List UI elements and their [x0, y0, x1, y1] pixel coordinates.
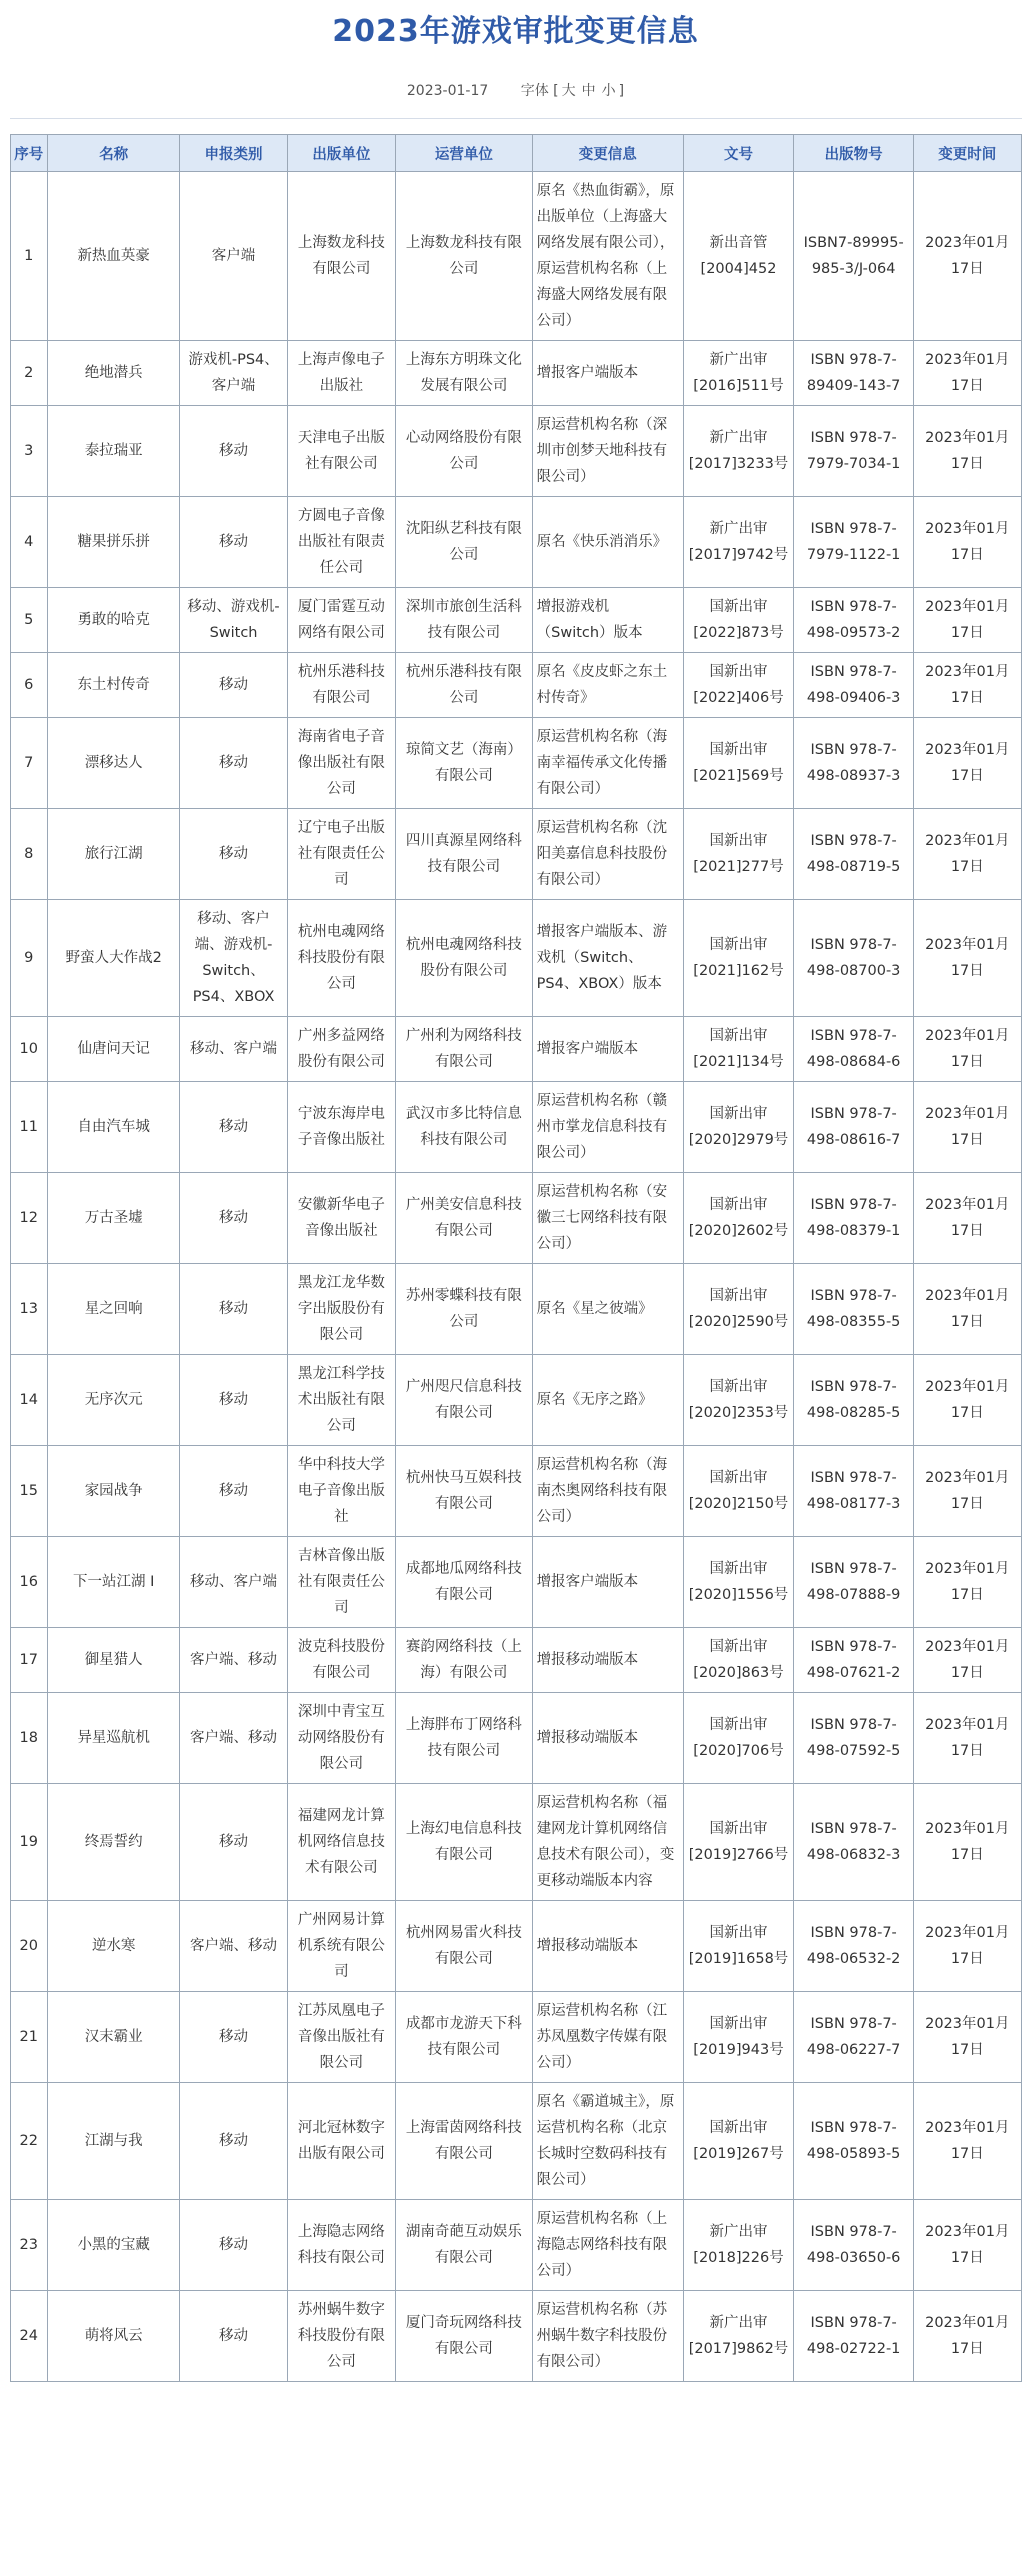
cell-change-info: 原运营机构名称（深圳市创梦天地科技有限公司）	[532, 406, 683, 497]
cell-operator: 深圳市旅创生活科技有限公司	[396, 588, 533, 653]
cell-category: 移动、客户端	[180, 1017, 287, 1082]
table-row	[10, 1446, 1021, 1537]
cell-category: 移动、客户端、游戏机-Switch、PS4、XBOX	[180, 900, 287, 1017]
cell-isbn: ISBN 978-7-498-06832-3	[794, 1784, 914, 1901]
cell-publisher: 海南省电子音像出版社有限公司	[287, 718, 395, 809]
cell-name: 仙唐问天记	[48, 1017, 180, 1082]
cell-change-info: 原名《星之彼端》	[532, 1264, 683, 1355]
cell-name: 汉末霸业	[48, 1992, 180, 2083]
cell-publisher: 杭州电魂网络科技股份有限公司	[287, 900, 395, 1017]
cell-change-info: 原名《无序之路》	[532, 1355, 683, 1446]
cell-change-info: 原运营机构名称（海南杰奥网络科技有限公司）	[532, 1446, 683, 1537]
cell-publisher: 吉林音像出版社有限责任公司	[287, 1537, 395, 1628]
cell-index: 8	[10, 809, 48, 900]
font-bracket-open: [	[553, 83, 559, 99]
cell-document-no: 国新出审[2020]2150号	[683, 1446, 793, 1537]
cell-index: 13	[10, 1264, 48, 1355]
cell-name: 绝地潜兵	[48, 341, 180, 406]
cell-publisher: 杭州乐港科技有限公司	[287, 653, 395, 718]
cell-publisher: 广州多益网络股份有限公司	[287, 1017, 395, 1082]
header-isbn: 出版物号	[794, 135, 914, 172]
cell-change-info: 原运营机构名称（海南幸福传承文化传播有限公司）	[532, 718, 683, 809]
table-row	[10, 172, 1021, 341]
cell-name: 无序次元	[48, 1355, 180, 1446]
header-name: 名称	[48, 135, 180, 172]
cell-operator: 广州利为网络科技有限公司	[396, 1017, 533, 1082]
approval-change-table	[10, 134, 1022, 2382]
cell-operator: 上海幻电信息科技有限公司	[396, 1784, 533, 1901]
cell-operator: 成都地瓜网络科技有限公司	[396, 1537, 533, 1628]
cell-isbn: ISBN 978-7-498-06227-7	[794, 1992, 914, 2083]
header-category: 申报类别	[180, 135, 287, 172]
cell-isbn: ISBN7-89995-985-3/J-064	[794, 172, 914, 341]
title-divider	[10, 118, 1022, 119]
cell-index: 20	[10, 1901, 48, 1992]
cell-change-date: 2023年01月17日	[914, 1355, 1021, 1446]
cell-document-no: 新广出审[2016]511号	[683, 341, 793, 406]
cell-operator: 杭州电魂网络科技股份有限公司	[396, 900, 533, 1017]
cell-change-info: 原运营机构名称（上海隐志网络科技有限公司）	[532, 2200, 683, 2291]
cell-isbn: ISBN 978-7-498-05893-5	[794, 2083, 914, 2200]
cell-category: 移动	[180, 2200, 287, 2291]
cell-category: 客户端、移动	[180, 1901, 287, 1992]
cell-isbn: ISBN 978-7-498-08285-5	[794, 1355, 914, 1446]
cell-operator: 厦门奇玩网络科技有限公司	[396, 2291, 533, 2382]
cell-change-date: 2023年01月17日	[914, 1446, 1021, 1537]
cell-category: 移动	[180, 1992, 287, 2083]
header-operator: 运营单位	[396, 135, 533, 172]
cell-change-info: 增报游戏机（Switch）版本	[532, 588, 683, 653]
cell-document-no: 国新出审[2021]162号	[683, 900, 793, 1017]
table-row	[10, 653, 1021, 718]
approval-table-container	[10, 134, 1022, 2382]
cell-category: 移动、客户端	[180, 1537, 287, 1628]
cell-document-no: 国新出审[2020]2602号	[683, 1173, 793, 1264]
cell-change-info: 增报移动端版本	[532, 1901, 683, 1992]
cell-category: 客户端	[180, 172, 287, 341]
article-meta	[0, 82, 1031, 100]
cell-publisher: 厦门雷霆互动网络有限公司	[287, 588, 395, 653]
cell-change-date: 2023年01月17日	[914, 2291, 1021, 2382]
cell-isbn: ISBN 978-7-498-08684-6	[794, 1017, 914, 1082]
cell-document-no: 新广出审[2017]9742号	[683, 497, 793, 588]
cell-isbn: ISBN 978-7-7979-7034-1	[794, 406, 914, 497]
table-row	[10, 1264, 1021, 1355]
cell-isbn: ISBN 978-7-498-08700-3	[794, 900, 914, 1017]
table-row	[10, 406, 1021, 497]
cell-category: 移动	[180, 1264, 287, 1355]
cell-document-no: 国新出审[2020]2979号	[683, 1082, 793, 1173]
font-size-label: 字体	[520, 83, 549, 99]
font-bracket-close: ]	[618, 83, 625, 99]
cell-index: 23	[10, 2200, 48, 2291]
cell-category: 移动	[180, 1355, 287, 1446]
cell-publisher: 方圆电子音像出版社有限责任公司	[287, 497, 395, 588]
cell-document-no: 国新出审[2022]873号	[683, 588, 793, 653]
cell-publisher: 江苏凤凰电子音像出版社有限公司	[287, 1992, 395, 2083]
cell-document-no: 新广出审[2017]3233号	[683, 406, 793, 497]
cell-change-info: 原运营机构名称（沈阳美嘉信息科技股份有限公司）	[532, 809, 683, 900]
font-size-large-button[interactable]: 大	[561, 83, 576, 99]
header-change-date: 变更时间	[914, 135, 1021, 172]
cell-operator: 上海东方明珠文化发展有限公司	[396, 341, 533, 406]
cell-isbn: ISBN 978-7-498-08355-5	[794, 1264, 914, 1355]
cell-document-no: 国新出审[2022]406号	[683, 653, 793, 718]
cell-name: 自由汽车城	[48, 1082, 180, 1173]
cell-operator: 杭州快马互娱科技有限公司	[396, 1446, 533, 1537]
cell-isbn: ISBN 978-7-498-07888-9	[794, 1537, 914, 1628]
font-size-medium-button[interactable]: 中	[581, 83, 596, 99]
cell-isbn: ISBN 978-7-498-08177-3	[794, 1446, 914, 1537]
cell-change-date: 2023年01月17日	[914, 1173, 1021, 1264]
cell-isbn: ISBN 978-7-498-08719-5	[794, 809, 914, 900]
cell-index: 11	[10, 1082, 48, 1173]
cell-document-no: 新广出审[2018]226号	[683, 2200, 793, 2291]
cell-category: 移动	[180, 2291, 287, 2382]
table-row	[10, 1992, 1021, 2083]
cell-document-no: 国新出审[2020]2590号	[683, 1264, 793, 1355]
cell-isbn: ISBN 978-7-498-03650-6	[794, 2200, 914, 2291]
cell-operator: 杭州乐港科技有限公司	[396, 653, 533, 718]
cell-category: 移动	[180, 1446, 287, 1537]
cell-index: 3	[10, 406, 48, 497]
cell-change-info: 增报客户端版本	[532, 1537, 683, 1628]
table-row	[10, 1017, 1021, 1082]
cell-name: 终焉誓约	[48, 1784, 180, 1901]
cell-publisher: 宁波东海岸电子音像出版社	[287, 1082, 395, 1173]
font-size-small-button[interactable]: 小	[601, 83, 616, 99]
cell-document-no: 国新出审[2020]2353号	[683, 1355, 793, 1446]
table-row	[10, 588, 1021, 653]
cell-isbn: ISBN 978-7-498-07621-2	[794, 1628, 914, 1693]
cell-index: 2	[10, 341, 48, 406]
cell-index: 16	[10, 1537, 48, 1628]
cell-category: 移动	[180, 1173, 287, 1264]
table-row	[10, 809, 1021, 900]
cell-publisher: 上海数龙科技有限公司	[287, 172, 395, 341]
cell-change-date: 2023年01月17日	[914, 1693, 1021, 1784]
cell-change-info: 原运营机构名称（江苏凤凰数字传媒有限公司）	[532, 1992, 683, 2083]
cell-index: 10	[10, 1017, 48, 1082]
cell-operator: 武汉市多比特信息科技有限公司	[396, 1082, 533, 1173]
cell-publisher: 黑龙江科学技术出版社有限公司	[287, 1355, 395, 1446]
cell-operator: 广州美安信息科技有限公司	[396, 1173, 533, 1264]
cell-isbn: ISBN 978-7-498-08616-7	[794, 1082, 914, 1173]
cell-name: 野蛮人大作战2	[48, 900, 180, 1017]
table-row	[10, 1082, 1021, 1173]
cell-change-date: 2023年01月17日	[914, 1017, 1021, 1082]
table-body	[10, 172, 1021, 2382]
cell-change-info: 增报客户端版本	[532, 341, 683, 406]
cell-change-info: 原名《霸道城主》，原运营机构名称（北京长城时空数码科技有限公司）	[532, 2083, 683, 2200]
cell-name: 万古圣墟	[48, 1173, 180, 1264]
cell-change-date: 2023年01月17日	[914, 809, 1021, 900]
cell-isbn: ISBN 978-7-498-07592-5	[794, 1693, 914, 1784]
cell-name: 勇敢的哈克	[48, 588, 180, 653]
cell-change-info: 增报移动端版本	[532, 1628, 683, 1693]
cell-category: 客户端、移动	[180, 1693, 287, 1784]
cell-name: 漂移达人	[48, 718, 180, 809]
cell-operator: 四川真源星网络科技有限公司	[396, 809, 533, 900]
cell-category: 游戏机-PS4、客户端	[180, 341, 287, 406]
cell-index: 22	[10, 2083, 48, 2200]
cell-category: 客户端、移动	[180, 1628, 287, 1693]
cell-name: 新热血英豪	[48, 172, 180, 341]
cell-isbn: ISBN 978-7-498-08379-1	[794, 1173, 914, 1264]
cell-document-no: 国新出审[2019]943号	[683, 1992, 793, 2083]
cell-operator: 苏州零蝶科技有限公司	[396, 1264, 533, 1355]
cell-change-date: 2023年01月17日	[914, 2083, 1021, 2200]
cell-operator: 沈阳纵艺科技有限公司	[396, 497, 533, 588]
cell-publisher: 华中科技大学电子音像出版社	[287, 1446, 395, 1537]
cell-change-info: 增报客户端版本	[532, 1017, 683, 1082]
cell-name: 家园战争	[48, 1446, 180, 1537]
cell-operator: 成都市龙游天下科技有限公司	[396, 1992, 533, 2083]
cell-isbn: ISBN 978-7-89409-143-7	[794, 341, 914, 406]
cell-publisher: 上海隐志网络科技有限公司	[287, 2200, 395, 2291]
header-change-info: 变更信息	[532, 135, 683, 172]
cell-operator: 上海数龙科技有限公司	[396, 172, 533, 341]
cell-change-info: 原名《热血街霸》，原出版单位（上海盛大网络发展有限公司），原运营机构名称（上海盛大网络发展有限公司）	[532, 172, 683, 341]
cell-name: 糖果拼乐拼	[48, 497, 180, 588]
cell-change-date: 2023年01月17日	[914, 718, 1021, 809]
cell-document-no: 新广出审[2017]9862号	[683, 2291, 793, 2382]
cell-change-info: 原名《皮皮虾之东土村传奇》	[532, 653, 683, 718]
header-index: 序号	[10, 135, 48, 172]
cell-change-date: 2023年01月17日	[914, 1992, 1021, 2083]
cell-document-no: 新出音管[2004]452	[683, 172, 793, 341]
cell-change-info: 原运营机构名称（福建网龙计算机网络信息技术有限公司），变更移动端版本内容	[532, 1784, 683, 1901]
cell-publisher: 波克科技股份有限公司	[287, 1628, 395, 1693]
cell-category: 移动	[180, 653, 287, 718]
cell-name: 东土村传奇	[48, 653, 180, 718]
cell-document-no: 国新出审[2021]134号	[683, 1017, 793, 1082]
cell-publisher: 福建网龙计算机网络信息技术有限公司	[287, 1784, 395, 1901]
cell-name: 星之回响	[48, 1264, 180, 1355]
cell-document-no: 国新出审[2020]863号	[683, 1628, 793, 1693]
cell-document-no: 国新出审[2020]706号	[683, 1693, 793, 1784]
cell-name: 旅行江湖	[48, 809, 180, 900]
cell-name: 异星巡航机	[48, 1693, 180, 1784]
header-row	[10, 135, 1021, 172]
cell-document-no: 国新出审[2021]277号	[683, 809, 793, 900]
cell-operator: 琼简文艺（海南）有限公司	[396, 718, 533, 809]
cell-index: 1	[10, 172, 48, 341]
cell-document-no: 国新出审[2019]267号	[683, 2083, 793, 2200]
cell-index: 12	[10, 1173, 48, 1264]
table-row	[10, 1628, 1021, 1693]
cell-index: 7	[10, 718, 48, 809]
cell-change-date: 2023年01月17日	[914, 2200, 1021, 2291]
cell-publisher: 天津电子出版社有限公司	[287, 406, 395, 497]
table-row	[10, 497, 1021, 588]
table-row	[10, 1901, 1021, 1992]
cell-publisher: 辽宁电子出版社有限责任公司	[287, 809, 395, 900]
cell-change-date: 2023年01月17日	[914, 1784, 1021, 1901]
table-row	[10, 1784, 1021, 1901]
cell-index: 21	[10, 1992, 48, 2083]
cell-name: 小黑的宝藏	[48, 2200, 180, 2291]
cell-category: 移动	[180, 1784, 287, 1901]
cell-category: 移动	[180, 809, 287, 900]
cell-operator: 杭州网易雷火科技有限公司	[396, 1901, 533, 1992]
cell-name: 萌将风云	[48, 2291, 180, 2382]
cell-change-info: 原运营机构名称（苏州蜗牛数字科技股份有限公司）	[532, 2291, 683, 2382]
cell-change-date: 2023年01月17日	[914, 1264, 1021, 1355]
cell-isbn: ISBN 978-7-498-02722-1	[794, 2291, 914, 2382]
cell-operator: 赛韵网络科技（上海）有限公司	[396, 1628, 533, 1693]
table-row	[10, 900, 1021, 1017]
table-row	[10, 1537, 1021, 1628]
cell-operator: 上海雷茵网络科技有限公司	[396, 2083, 533, 2200]
cell-category: 移动	[180, 497, 287, 588]
cell-change-date: 2023年01月17日	[914, 341, 1021, 406]
cell-name: 御星猎人	[48, 1628, 180, 1693]
cell-change-date: 2023年01月17日	[914, 406, 1021, 497]
cell-publisher: 安徽新华电子音像出版社	[287, 1173, 395, 1264]
table-row	[10, 1355, 1021, 1446]
cell-index: 18	[10, 1693, 48, 1784]
cell-index: 9	[10, 900, 48, 1017]
cell-category: 移动、游戏机-Switch	[180, 588, 287, 653]
cell-change-date: 2023年01月17日	[914, 900, 1021, 1017]
cell-name: 下一站江湖 I	[48, 1537, 180, 1628]
table-row	[10, 2200, 1021, 2291]
cell-change-info: 增报客户端版本、游戏机（Switch、PS4、XBOX）版本	[532, 900, 683, 1017]
cell-publisher: 上海声像电子出版社	[287, 341, 395, 406]
cell-document-no: 国新出审[2021]569号	[683, 718, 793, 809]
table-row	[10, 718, 1021, 809]
cell-category: 移动	[180, 1082, 287, 1173]
cell-category: 移动	[180, 406, 287, 497]
cell-name: 泰拉瑞亚	[48, 406, 180, 497]
cell-index: 6	[10, 653, 48, 718]
table-row	[10, 1693, 1021, 1784]
cell-publisher: 黑龙江龙华数字出版股份有限公司	[287, 1264, 395, 1355]
table-row	[10, 2291, 1021, 2382]
cell-change-date: 2023年01月17日	[914, 1628, 1021, 1693]
page-title: 2023年游戏审批变更信息	[332, 14, 699, 49]
cell-index: 17	[10, 1628, 48, 1693]
cell-isbn: ISBN 978-7-498-09406-3	[794, 653, 914, 718]
cell-publisher: 广州网易计算机系统有限公司	[287, 1901, 395, 1992]
cell-publisher: 深圳中青宝互动网络股份有限公司	[287, 1693, 395, 1784]
cell-category: 移动	[180, 2083, 287, 2200]
cell-isbn: ISBN 978-7-498-08937-3	[794, 718, 914, 809]
cell-document-no: 国新出审[2019]2766号	[683, 1784, 793, 1901]
cell-isbn: ISBN 978-7-498-06532-2	[794, 1901, 914, 1992]
cell-category: 移动	[180, 718, 287, 809]
cell-change-date: 2023年01月17日	[914, 1537, 1021, 1628]
cell-index: 24	[10, 2291, 48, 2382]
cell-publisher: 苏州蜗牛数字科技股份有限公司	[287, 2291, 395, 2382]
cell-change-date: 2023年01月17日	[914, 653, 1021, 718]
cell-name: 逆水寒	[48, 1901, 180, 1992]
cell-document-no: 国新出审[2019]1658号	[683, 1901, 793, 1992]
cell-change-info: 增报移动端版本	[532, 1693, 683, 1784]
cell-name: 江湖与我	[48, 2083, 180, 2200]
cell-index: 14	[10, 1355, 48, 1446]
cell-change-date: 2023年01月17日	[914, 1082, 1021, 1173]
header-document-no: 文号	[683, 135, 793, 172]
table-header	[10, 135, 1021, 172]
cell-operator: 上海胖布丁网络科技有限公司	[396, 1693, 533, 1784]
cell-operator: 心动网络股份有限公司	[396, 406, 533, 497]
cell-publisher: 河北冠林数字出版有限公司	[287, 2083, 395, 2200]
cell-document-no: 国新出审[2020]1556号	[683, 1537, 793, 1628]
cell-change-date: 2023年01月17日	[914, 172, 1021, 341]
cell-operator: 湖南奇葩互动娱乐有限公司	[396, 2200, 533, 2291]
cell-isbn: ISBN 978-7-7979-1122-1	[794, 497, 914, 588]
publish-date: 2023-01-17	[406, 83, 489, 99]
cell-index: 19	[10, 1784, 48, 1901]
table-row	[10, 2083, 1021, 2200]
cell-index: 5	[10, 588, 48, 653]
table-row	[10, 1173, 1021, 1264]
cell-change-info: 原运营机构名称（赣州市掌龙信息科技有限公司）	[532, 1082, 683, 1173]
cell-index: 15	[10, 1446, 48, 1537]
cell-change-info: 原运营机构名称（安徽三七网络科技有限公司）	[532, 1173, 683, 1264]
cell-change-date: 2023年01月17日	[914, 588, 1021, 653]
table-row	[10, 341, 1021, 406]
cell-isbn: ISBN 978-7-498-09573-2	[794, 588, 914, 653]
cell-change-info: 原名《快乐消消乐》	[532, 497, 683, 588]
cell-operator: 广州咫尺信息科技有限公司	[396, 1355, 533, 1446]
cell-change-date: 2023年01月17日	[914, 497, 1021, 588]
header-publisher: 出版单位	[287, 135, 395, 172]
cell-change-date: 2023年01月17日	[914, 1901, 1021, 1992]
cell-index: 4	[10, 497, 48, 588]
